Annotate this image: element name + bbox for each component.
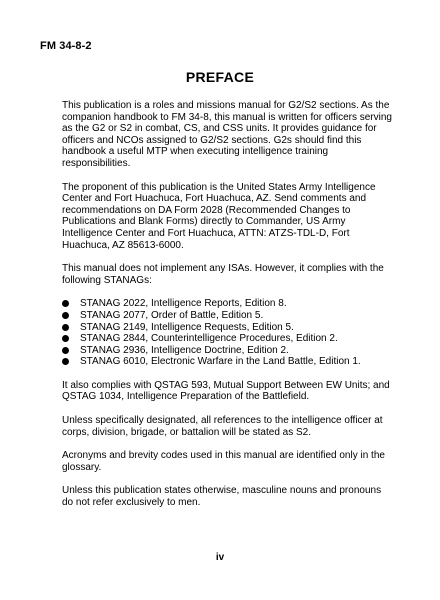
list-item-text: STANAG 2149, Intelligence Requests, Edition 5. bbox=[80, 321, 294, 333]
paragraph-glossary: Acronyms and brevity codes used in this manual are identified only in the glossary. bbox=[62, 450, 385, 473]
bullet-icon bbox=[62, 358, 69, 365]
body-text bbox=[62, 100, 392, 521]
paragraph-qstag: It also complies with QSTAG 593, Mutual Support Between EW Units; and QSTAG 1034, Intelligence Preparation of the Battlefield. bbox=[62, 379, 390, 403]
list-item-text: STANAG 2022, Intelligence Reports, Edition 8. bbox=[80, 298, 287, 310]
bullet-icon bbox=[62, 335, 69, 342]
list-item-text: STANAG 2936, Intelligence Doctrine, Edition 2. bbox=[80, 344, 289, 356]
list-item bbox=[62, 345, 392, 357]
bullet-icon bbox=[62, 300, 69, 307]
list-item-text: STANAG 6010, Electronic Warfare in the Land Battle, Edition 1. bbox=[80, 356, 361, 368]
list-item bbox=[62, 310, 392, 322]
paragraph-designation: Unless specifically designated, all references to the intelligence officer at corps, division, brigade, or battalion will be stated as S2. bbox=[62, 415, 383, 438]
bullet-icon bbox=[62, 324, 69, 331]
bullet-icon bbox=[62, 347, 69, 354]
paragraph-proponent: The proponent of this publication is the United States Army Intelligence Center and Fort Huachuca, Fort Huachuca, AZ. Send comments and recommendations on DA Form 2028 (Recommended Changes to Publications and Blank Forms) directly to Commander, US Army Intelligence Center and Fort Huachuca, ATTN: ATZS-TDL-D, Fort Huachuca, AZ 85613-6000. bbox=[62, 181, 376, 251]
list-item bbox=[62, 322, 392, 334]
stanag-list bbox=[62, 298, 392, 368]
page-title: PREFACE bbox=[185, 69, 255, 85]
list-item-text: STANAG 2077, Order of Battle, Edition 5. bbox=[80, 309, 264, 321]
paragraph-stanag-intro: This manual does not implement any ISAs. However, it complies with the following STANAGs: bbox=[62, 263, 384, 286]
list-item bbox=[62, 356, 392, 368]
list-item-text: STANAG 2844, Counterintelligence Procedures, Edition 2. bbox=[80, 333, 338, 345]
paragraph-purpose: This publication is a roles and missions manual for G2/S2 sections. As the companion handbook to FM 34-8, this manual is written for officers serving as the G2 or S2 in combat, CS, and CSS units. It provides guidance for officers and NCOs assigned to G2/S2 sections. G2s should find this handbook a useful MTP when executing intelligence training responsibilities. bbox=[62, 100, 392, 169]
bullet-icon bbox=[62, 312, 69, 319]
page-number: iv bbox=[215, 552, 225, 563]
document-id: FM 34-8-2 bbox=[40, 40, 92, 52]
list-item bbox=[62, 298, 392, 310]
list-item bbox=[62, 333, 392, 345]
paragraph-gender: Unless this publication states otherwise, masculine nouns and pronouns do not refer exclusively to men. bbox=[62, 485, 382, 509]
